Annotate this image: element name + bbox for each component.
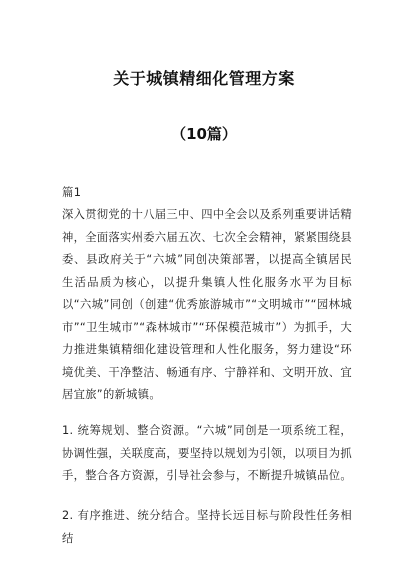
paragraph-intro: 深入贯彻党的十八届三中、四中全会以及系列重要讲话精神，全面落实州委六届五次、七次全会精神，紧紧围绕县委、县政府关于“六城”同创决策部署，以提高全镇居民生活品质为核心，以提升集镇人性化服务水平为目标以“六城”同创（创建“优秀旅游城市”“文明城市”“园林城市”“卫生城市”“森林城市”“环保模范城市”）为抓手，大力推进集镇精细化建设管理和人性化服务，努力建设“环境优美、干净整洁、畅通有序、宁静祥和、文明开放、宜居宜旅”的新城镇。 [62,208,352,401]
paragraph-item-1: 1. 统筹规划、整合资源。“六城”同创是一项系统工程，协调性强，关联度高，要坚持以规划为引领，以项目为抓手，整合各方资源，引导社会参与，不断提升城镇品位。 [62,424,352,482]
document-subtitle: （10篇） [171,125,237,143]
document-title: 关于城镇精细化管理方案 [113,69,295,88]
paragraph-item-2: 2. 有序推进、统分结合。坚持长远目标与阶段性任务相结 [62,509,352,545]
section-label: 篇1 [62,186,82,199]
